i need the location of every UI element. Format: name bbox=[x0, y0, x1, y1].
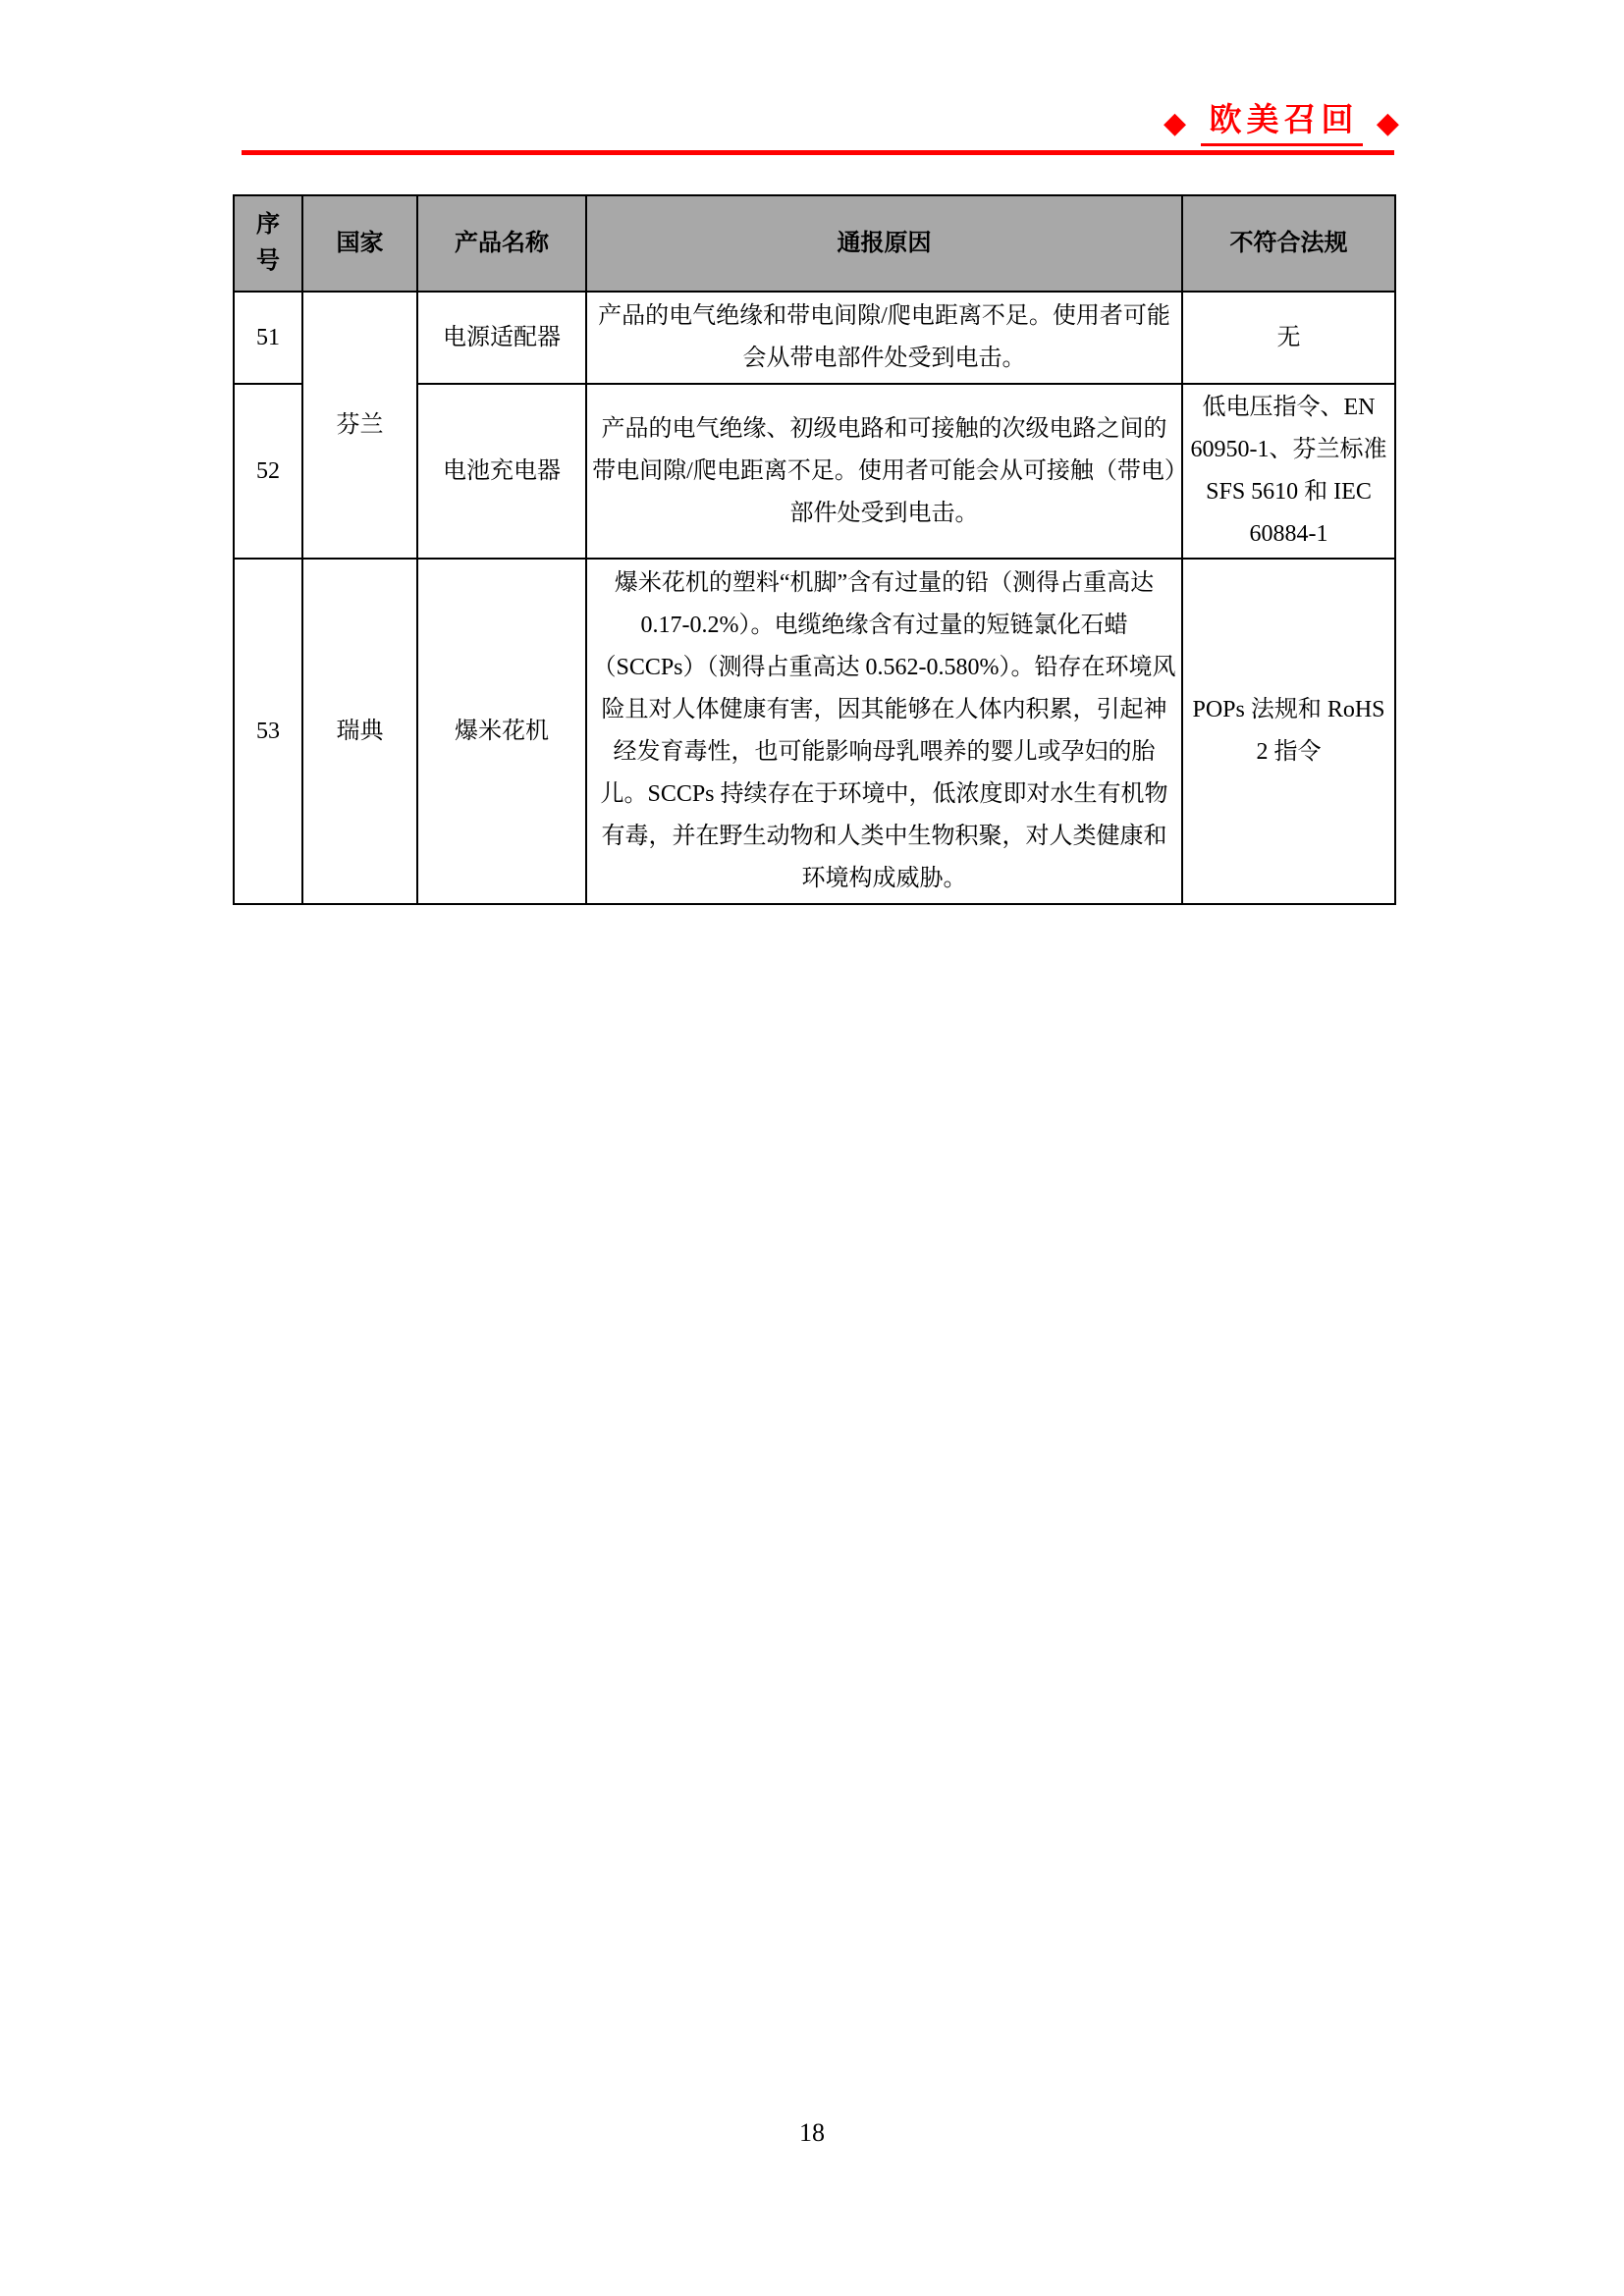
row52-reason-cell: 产品的电气绝缘、初级电路和可接触的次级电路之间的带电间隙/爬电距离不足。使用者可能会从可接触（带电）部件处受到电击。 bbox=[586, 384, 1182, 559]
page-title: 欧美召回 bbox=[1201, 102, 1363, 146]
table-header-row bbox=[234, 195, 1395, 292]
diamond-right-icon: ◆ bbox=[1376, 106, 1399, 141]
column-header-product: 产品名称 bbox=[417, 195, 586, 292]
column-header-reason: 通报原因 bbox=[586, 195, 1182, 292]
row51-reason-cell: 产品的电气绝缘和带电间隙/爬电距离不足。使用者可能会从带电部件处受到电击。 bbox=[586, 292, 1182, 384]
row52-serial-cell: 52 bbox=[234, 384, 302, 559]
row53-serial-cell: 53 bbox=[234, 559, 302, 904]
header-divider bbox=[242, 150, 1394, 155]
recall-table bbox=[233, 194, 1396, 905]
row52-regulation-cell: 低电压指令、EN 60950-1、芬兰标准 SFS 5610 和 IEC 60884-1 bbox=[1182, 384, 1395, 559]
page-header bbox=[1164, 102, 1399, 146]
row51-country-cell: 芬兰 bbox=[302, 292, 417, 559]
row53-reason-cell: 爆米花机的塑料“机脚”含有过量的铅（测得占重高达 0.17-0.2%）。电缆绝缘含有过量的短链氯化石蜡（SCCPs）（测得占重高达 0.562-0.580%）。铅存在环境风险且对人体健康有害，因其能够在人体内积累，引起神经发育毒性，也可能影响母乳喂养的婴儿或孕妇的胎儿。SCCPs 持续存在于环境中，低浓度即对水生有机物有毒，并在野生动物和人类中生物积聚，对人类健康和环境构成威胁。 bbox=[586, 559, 1182, 904]
page-number: 18 bbox=[799, 2118, 825, 2147]
row53-country-cell: 瑞典 bbox=[302, 559, 417, 904]
row52-product-cell: 电池充电器 bbox=[417, 384, 586, 559]
column-header-regulation: 不符合法规 bbox=[1182, 195, 1395, 292]
table-row bbox=[234, 559, 1395, 904]
diamond-left-icon: ◆ bbox=[1164, 106, 1187, 141]
row53-regulation-cell: POPs 法规和 RoHS 2 指令 bbox=[1182, 559, 1395, 904]
row53-product-cell: 爆米花机 bbox=[417, 559, 586, 904]
row51-serial-cell: 51 bbox=[234, 292, 302, 384]
column-header-serial bbox=[234, 195, 302, 292]
row51-regulation-cell: 无 bbox=[1182, 292, 1395, 384]
row51-product-cell: 电源适配器 bbox=[417, 292, 586, 384]
column-header-serial-label: 序号 bbox=[255, 211, 280, 274]
column-header-country: 国家 bbox=[302, 195, 417, 292]
table-row bbox=[234, 292, 1395, 384]
